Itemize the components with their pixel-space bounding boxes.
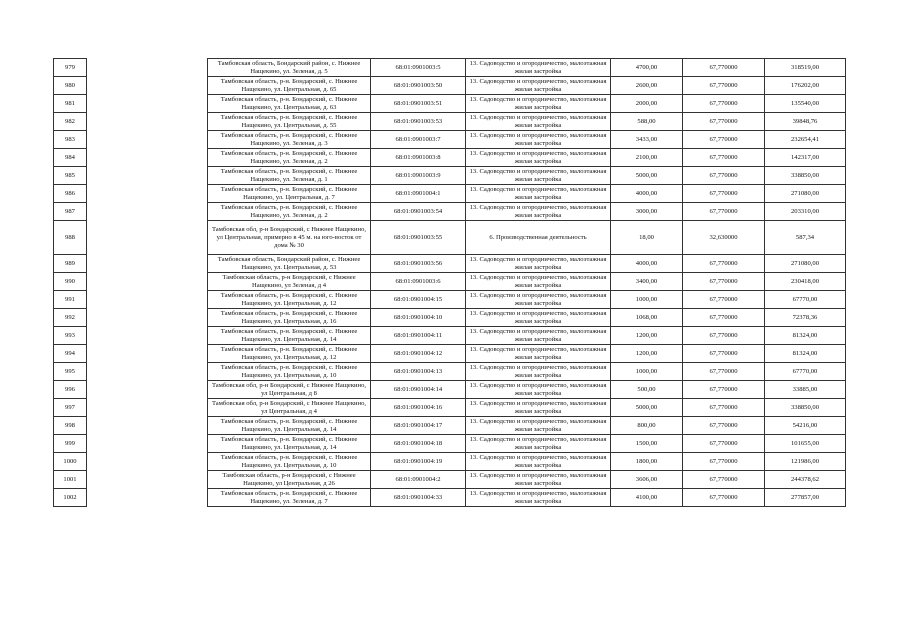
table-row (54, 471, 846, 489)
empty-cell (87, 345, 208, 363)
cadastral-number-cell: 68:01:0901004:16 (371, 399, 466, 417)
cadastral-value-cell: 318519,00 (765, 59, 846, 77)
row-number-cell: 990 (54, 273, 87, 291)
row-number-cell: 982 (54, 113, 87, 131)
address-cell: Тамбовская область, р-н. Бондарский, с. Нижнее Нащекино, ул. Центральная, д. 12 (208, 291, 371, 309)
cadastral-value-cell: 277857,00 (765, 489, 846, 507)
row-number-cell: 997 (54, 399, 87, 417)
empty-cell (87, 399, 208, 417)
cadastral-number-cell: 68:01:0901004:15 (371, 291, 466, 309)
specific-value-cell: 67,770000 (683, 95, 765, 113)
cadastral-value-cell: 271080,00 (765, 255, 846, 273)
row-number-cell: 996 (54, 381, 87, 399)
specific-value-cell: 67,770000 (683, 381, 765, 399)
land-use-cell: 13. Садоводство и огородничество, малоэтажная жилая застройка (466, 381, 611, 399)
area-cell: 1800,00 (611, 453, 683, 471)
address-cell: Тамбовская область, р-н. Бондарский, с. Нижнее Нащекино, ул. Центральная, д. 10 (208, 363, 371, 381)
cadastral-number-cell: 68:01:0901003:8 (371, 149, 466, 167)
cadastral-number-cell: 68:01:0901003:5 (371, 59, 466, 77)
cadastral-value-cell: 81324,00 (765, 327, 846, 345)
cadastral-value-cell: 81324,00 (765, 345, 846, 363)
area-cell: 1000,00 (611, 291, 683, 309)
cadastral-number-cell: 68:01:0901003:9 (371, 167, 466, 185)
address-cell: Тамбовская область, р-н. Бондарский, с. Нижнее Нащекино, ул. Центральная, д. 7 (208, 185, 371, 203)
row-number-cell: 993 (54, 327, 87, 345)
land-use-cell: 13. Садоводство и огородничество, малоэтажная жилая застройка (466, 399, 611, 417)
empty-cell (87, 327, 208, 345)
specific-value-cell: 67,770000 (683, 417, 765, 435)
area-cell: 1200,00 (611, 327, 683, 345)
specific-value-cell: 67,770000 (683, 149, 765, 167)
land-use-cell: 13. Садоводство и огородничество, малоэтажная жилая застройка (466, 131, 611, 149)
land-use-cell: 13. Садоводство и огородничество, малоэтажная жилая застройка (466, 435, 611, 453)
land-use-cell: 13. Садоводство и огородничество, малоэтажная жилая застройка (466, 453, 611, 471)
row-number-cell: 981 (54, 95, 87, 113)
row-number-cell: 985 (54, 167, 87, 185)
land-use-cell: 13. Садоводство и огородничество, малоэтажная жилая застройка (466, 149, 611, 167)
row-number-cell: 994 (54, 345, 87, 363)
specific-value-cell: 67,770000 (683, 185, 765, 203)
table-row (54, 167, 846, 185)
area-cell: 4100,00 (611, 489, 683, 507)
table-row (54, 309, 846, 327)
land-use-cell: 13. Садоводство и огородничество, малоэтажная жилая застройка (466, 113, 611, 131)
address-cell: Тамбовская обл, р-н Бондарский, с Нижнее Нащекино, ул Центральная, д 4 (208, 399, 371, 417)
row-number-cell: 1000 (54, 453, 87, 471)
cadastral-number-cell: 68:01:0901004:11 (371, 327, 466, 345)
specific-value-cell: 67,770000 (683, 59, 765, 77)
address-cell: Тамбовская область, р-н. Бондарский, с. Нижнее Нащекино, ул. Центральная, д. 63 (208, 95, 371, 113)
table-row (54, 453, 846, 471)
area-cell: 1068,00 (611, 309, 683, 327)
table-row (54, 489, 846, 507)
empty-cell (87, 131, 208, 149)
cadastral-value-cell: 142317,00 (765, 149, 846, 167)
specific-value-cell: 67,770000 (683, 77, 765, 95)
empty-cell (87, 255, 208, 273)
address-cell: Тамбовская область, р-н. Бондарский, с. Нижнее Нащекино, ул. Центральная, д. 55 (208, 113, 371, 131)
table-row (54, 113, 846, 131)
empty-cell (87, 185, 208, 203)
area-cell: 2000,00 (611, 95, 683, 113)
specific-value-cell: 67,770000 (683, 131, 765, 149)
cadastral-value-cell: 101655,00 (765, 435, 846, 453)
area-cell: 3400,00 (611, 273, 683, 291)
area-cell: 500,00 (611, 381, 683, 399)
address-cell: Тамбовская область, р-н Бондарский, с Нижнее Нащекино, ул Центральная, д 26 (208, 471, 371, 489)
table-row (54, 345, 846, 363)
row-number-cell: 998 (54, 417, 87, 435)
address-cell: Тамбовская область, Бондарский район, с. Нижнее Нащекино, ул. Центральная, д. 53 (208, 255, 371, 273)
area-cell: 1000,00 (611, 363, 683, 381)
address-cell: Тамбовская область, р-н Бондарский, с Нижнее Нащекино, ул Зеленая, д 4 (208, 273, 371, 291)
land-use-cell: 13. Садоводство и огородничество, малоэтажная жилая застройка (466, 59, 611, 77)
address-cell: Тамбовская область, р-н. Бондарский, с. Нижнее Нащекино, ул. Центральная, д. 16 (208, 309, 371, 327)
row-number-cell: 984 (54, 149, 87, 167)
specific-value-cell: 67,770000 (683, 435, 765, 453)
cadastral-number-cell: 68:01:0901004:19 (371, 453, 466, 471)
address-cell: Тамбовская область, р-н. Бондарский, с. Нижнее Нащекино, ул. Зеленая, д. 7 (208, 489, 371, 507)
address-cell: Тамбовская область, р-н. Бондарский, с. Нижнее Нащекино, ул. Центральная, д. 10 (208, 453, 371, 471)
empty-cell (87, 149, 208, 167)
cadastral-number-cell: 68:01:0901003:53 (371, 113, 466, 131)
cadastral-value-cell: 72378,36 (765, 309, 846, 327)
row-number-cell: 995 (54, 363, 87, 381)
table-row (54, 273, 846, 291)
area-cell: 4700,00 (611, 59, 683, 77)
specific-value-cell: 67,770000 (683, 167, 765, 185)
cadastral-number-cell: 68:01:0901003:54 (371, 203, 466, 221)
area-cell: 4000,00 (611, 185, 683, 203)
area-cell: 3433,00 (611, 131, 683, 149)
area-cell: 18,00 (611, 221, 683, 255)
cadastral-value-cell: 232654,41 (765, 131, 846, 149)
land-use-cell: 13. Садоводство и огородничество, малоэтажная жилая застройка (466, 345, 611, 363)
empty-cell (87, 273, 208, 291)
land-use-cell: 13. Садоводство и огородничество, малоэтажная жилая застройка (466, 203, 611, 221)
table-row (54, 149, 846, 167)
land-use-cell: 13. Садоводство и огородничество, малоэтажная жилая застройка (466, 489, 611, 507)
land-use-cell: 13. Садоводство и огородничество, малоэтажная жилая застройка (466, 77, 611, 95)
row-number-cell: 1002 (54, 489, 87, 507)
area-cell: 588,00 (611, 113, 683, 131)
cadastral-number-cell: 68:01:0901003:56 (371, 255, 466, 273)
address-cell: Тамбовская область, р-н. Бондарский, с. Нижнее Нащекино, ул. Зеленая, д. 1 (208, 167, 371, 185)
address-cell: Тамбовская область, р-н. Бондарский, с. Нижнее Нащекино, ул. Центральная, д. 14 (208, 435, 371, 453)
cadastral-number-cell: 68:01:0901004:12 (371, 345, 466, 363)
cadastral-value-cell: 33885,00 (765, 381, 846, 399)
land-use-cell: 13. Садоводство и огородничество, малоэтажная жилая застройка (466, 291, 611, 309)
empty-cell (87, 113, 208, 131)
cadastral-value-cell: 244378,62 (765, 471, 846, 489)
land-use-cell: 6. Производственная деятельность (466, 221, 611, 255)
specific-value-cell: 67,770000 (683, 471, 765, 489)
row-number-cell: 992 (54, 309, 87, 327)
cadastral-number-cell: 68:01:0901003:55 (371, 221, 466, 255)
cadastral-number-cell: 68:01:0901004:2 (371, 471, 466, 489)
row-number-cell: 983 (54, 131, 87, 149)
area-cell: 1200,00 (611, 345, 683, 363)
address-cell: Тамбовская область, р-н. Бондарский, с. Нижнее Нащекино, ул. Зеленая, д. 3 (208, 131, 371, 149)
row-number-cell: 987 (54, 203, 87, 221)
land-use-cell: 13. Садоводство и огородничество, малоэтажная жилая застройка (466, 471, 611, 489)
area-cell: 4000,00 (611, 255, 683, 273)
specific-value-cell: 67,770000 (683, 399, 765, 417)
cadastral-value-cell: 39848,76 (765, 113, 846, 131)
row-number-cell: 989 (54, 255, 87, 273)
cadastral-number-cell: 68:01:0901004:13 (371, 363, 466, 381)
cadastral-number-cell: 68:01:0901004:1 (371, 185, 466, 203)
empty-cell (87, 453, 208, 471)
specific-value-cell: 67,770000 (683, 203, 765, 221)
table-row (54, 417, 846, 435)
cadastral-number-cell: 68:01:0901003:7 (371, 131, 466, 149)
cadastral-number-cell: 68:01:0901004:18 (371, 435, 466, 453)
address-cell: Тамбовская область, Бондарский район, с. Нижнее Нащекино, ул. Зеленая, д. 5 (208, 59, 371, 77)
table-row (54, 221, 846, 255)
empty-cell (87, 221, 208, 255)
address-cell: Тамбовская обл, р-н Бондарский, с Нижнее Нащекино, ул Центральная, д 8 (208, 381, 371, 399)
empty-cell (87, 435, 208, 453)
table-row (54, 131, 846, 149)
table-row (54, 399, 846, 417)
specific-value-cell: 67,770000 (683, 113, 765, 131)
empty-cell (87, 59, 208, 77)
address-cell: Тамбовская область, р-н. Бондарский, с. Нижнее Нащекино, ул. Центральная, д. 14 (208, 417, 371, 435)
table-row (54, 363, 846, 381)
table-row (54, 95, 846, 113)
area-cell: 5000,00 (611, 167, 683, 185)
cadastral-number-cell: 68:01:0901004:14 (371, 381, 466, 399)
row-number-cell: 988 (54, 221, 87, 255)
land-use-cell: 13. Садоводство и огородничество, малоэтажная жилая застройка (466, 417, 611, 435)
area-cell: 800,00 (611, 417, 683, 435)
empty-cell (87, 363, 208, 381)
land-use-cell: 13. Садоводство и огородничество, малоэтажная жилая застройка (466, 273, 611, 291)
land-use-cell: 13. Садоводство и огородничество, малоэтажная жилая застройка (466, 185, 611, 203)
specific-value-cell: 67,770000 (683, 363, 765, 381)
specific-value-cell: 67,770000 (683, 309, 765, 327)
cadastral-number-cell: 68:01:0901003:6 (371, 273, 466, 291)
cadastral-value-cell: 176202,00 (765, 77, 846, 95)
empty-cell (87, 309, 208, 327)
cadastral-value-cell: 587,34 (765, 221, 846, 255)
cadastral-value-cell: 67770,00 (765, 363, 846, 381)
cadastral-value-cell: 338850,00 (765, 399, 846, 417)
specific-value-cell: 32,630000 (683, 221, 765, 255)
address-cell: Тамбовская область, р-н. Бондарский, с. Нижнее Нащекино, ул. Центральная, д. 12 (208, 345, 371, 363)
table-row (54, 59, 846, 77)
table-row (54, 435, 846, 453)
empty-cell (87, 95, 208, 113)
area-cell: 5000,00 (611, 399, 683, 417)
row-number-cell: 991 (54, 291, 87, 309)
specific-value-cell: 67,770000 (683, 255, 765, 273)
area-cell: 3000,00 (611, 203, 683, 221)
cadastral-value-cell: 271080,00 (765, 185, 846, 203)
row-number-cell: 979 (54, 59, 87, 77)
land-use-cell: 13. Садоводство и огородничество, малоэтажная жилая застройка (466, 309, 611, 327)
address-cell: Тамбовская обл, р-н Бондарский, с Нижнее Нащекино, ул Центральная, примерно в 45 м. на юго-восток от дома № 30 (208, 221, 371, 255)
empty-cell (87, 471, 208, 489)
empty-cell (87, 417, 208, 435)
table-row (54, 77, 846, 95)
specific-value-cell: 67,770000 (683, 327, 765, 345)
cadastral-number-cell: 68:01:0901004:10 (371, 309, 466, 327)
row-number-cell: 986 (54, 185, 87, 203)
area-cell: 1500,00 (611, 435, 683, 453)
empty-cell (87, 203, 208, 221)
specific-value-cell: 67,770000 (683, 291, 765, 309)
empty-cell (87, 291, 208, 309)
specific-value-cell: 67,770000 (683, 345, 765, 363)
land-use-cell: 13. Садоводство и огородничество, малоэтажная жилая застройка (466, 363, 611, 381)
row-number-cell: 980 (54, 77, 87, 95)
area-cell: 2100,00 (611, 149, 683, 167)
cadastral-value-cell: 230418,00 (765, 273, 846, 291)
address-cell: Тамбовская область, р-н. Бондарский, с. Нижнее Нащекино, ул. Центральная, д. 14 (208, 327, 371, 345)
cadastral-value-cell: 135540,00 (765, 95, 846, 113)
cadastral-value-cell: 67770,00 (765, 291, 846, 309)
empty-cell (87, 381, 208, 399)
cadastral-number-cell: 68:01:0901004:33 (371, 489, 466, 507)
cadastral-value-cell: 54216,00 (765, 417, 846, 435)
cadastral-value-cell: 203310,00 (765, 203, 846, 221)
land-use-cell: 13. Садоводство и огородничество, малоэтажная жилая застройка (466, 167, 611, 185)
land-use-cell: 13. Садоводство и огородничество, малоэтажная жилая застройка (466, 327, 611, 345)
area-cell: 3606,00 (611, 471, 683, 489)
row-number-cell: 1001 (54, 471, 87, 489)
cadastral-number-cell: 68:01:0901003:50 (371, 77, 466, 95)
specific-value-cell: 67,770000 (683, 489, 765, 507)
cadastral-value-cell: 338850,00 (765, 167, 846, 185)
table-row (54, 291, 846, 309)
address-cell: Тамбовская область, р-н. Бондарский, с. Нижнее Нащекино, ул. Центральная, д. 65 (208, 77, 371, 95)
empty-cell (87, 77, 208, 95)
specific-value-cell: 67,770000 (683, 453, 765, 471)
table-row (54, 185, 846, 203)
cadastral-number-cell: 68:01:0901003:51 (371, 95, 466, 113)
area-cell: 2600,00 (611, 77, 683, 95)
table-row (54, 381, 846, 399)
cadastral-value-cell: 121986,00 (765, 453, 846, 471)
table-row (54, 327, 846, 345)
specific-value-cell: 67,770000 (683, 273, 765, 291)
table-row (54, 255, 846, 273)
land-valuation-table (53, 58, 846, 507)
cadastral-number-cell: 68:01:0901004:17 (371, 417, 466, 435)
empty-cell (87, 167, 208, 185)
table-row (54, 203, 846, 221)
empty-cell (87, 489, 208, 507)
address-cell: Тамбовская область, р-н. Бондарский, с. Нижнее Нащекино, ул. Зеленая, д. 2 (208, 203, 371, 221)
address-cell: Тамбовская область, р-н. Бондарский, с. Нижнее Нащекино, ул. Зеленая, д. 2 (208, 149, 371, 167)
table-body (54, 59, 846, 507)
land-use-cell: 13. Садоводство и огородничество, малоэтажная жилая застройка (466, 255, 611, 273)
row-number-cell: 999 (54, 435, 87, 453)
land-use-cell: 13. Садоводство и огородничество, малоэтажная жилая застройка (466, 95, 611, 113)
